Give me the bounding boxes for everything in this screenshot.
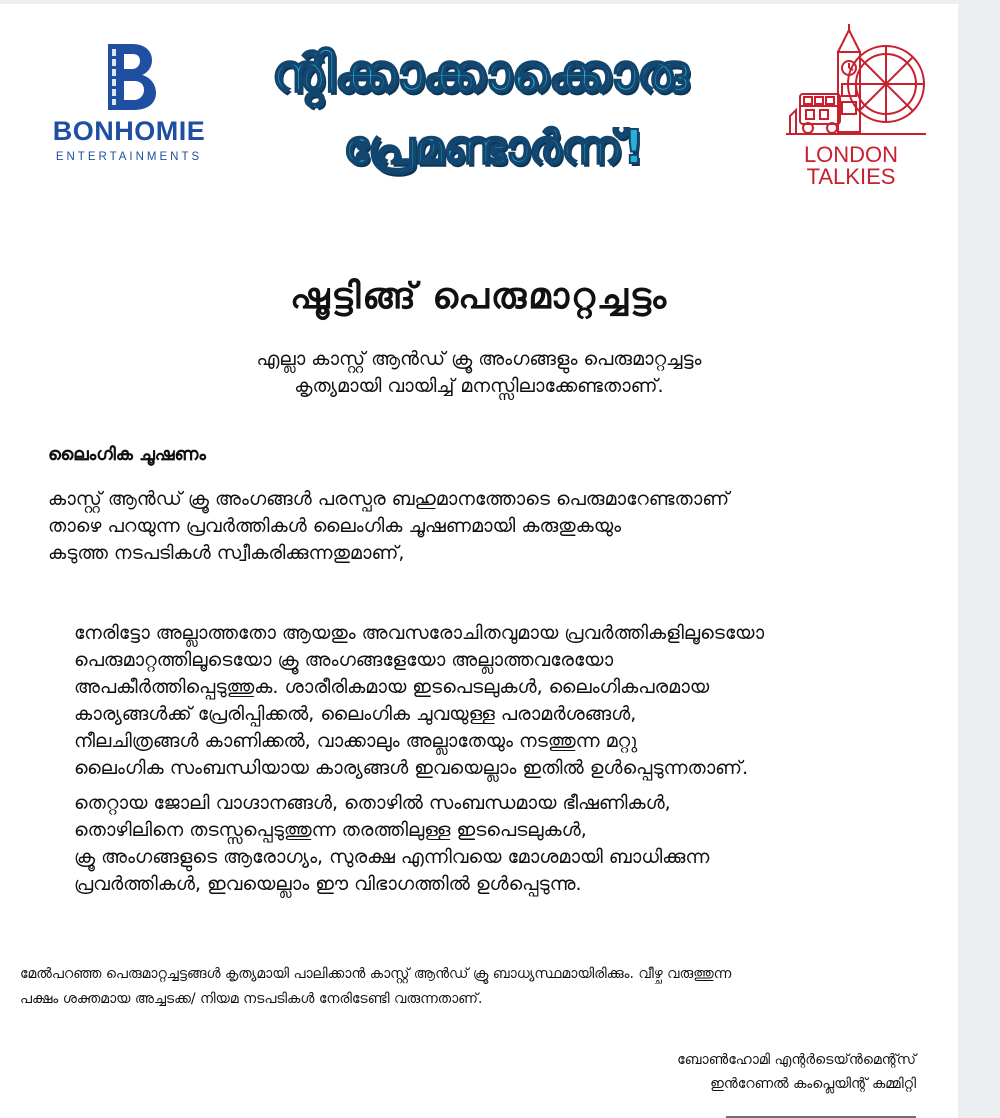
london-talkies-name	[776, 144, 926, 188]
paragraph-line: കാര്യങ്ങൾക്ക് പ്രേരിപ്പിക്കൽ, ലൈംഗിക ചുവയുള്ള പരാമർശങ്ങൾ,	[74, 703, 637, 725]
bonhomie-b-icon	[102, 44, 158, 110]
bonhomie-logo	[34, 44, 224, 174]
paragraph-line: നേരിട്ടോ അല്ലാത്തതോ ആയതും അവസരോചിതവുമായ പ്രവർത്തികളിലൂടെയോ	[74, 622, 765, 644]
intro-line: എല്ലാ കാസ്റ്റ് ആൻഡ് ക്രൂ അംഗങ്ങളും പെരുമാറ്റച്ചട്ടം	[256, 348, 702, 370]
paragraph-line: കാസ്റ്റ് ആൻഡ് ക്രൂ അംഗങ്ങൾ പരസ്പര ബഹുമാനത്തോടെ പെരുമാറേണ്ടതാണ്	[48, 488, 730, 510]
paragraph-line: പ്രവർത്തികൾ, ഇവയെല്ലാം ഈ വിഭാഗത്തിൽ ഉൾപ്പെടുന്നു.	[74, 873, 582, 895]
paragraph-line: തൊഴിലിനെ തടസ്സപ്പെടുത്തുന്ന തരത്തിലുള്ള ഇടപെടലുകൾ,	[74, 819, 587, 841]
footer-line: മേൽപറഞ്ഞ പെരുമാറ്റച്ചട്ടങ്ങൾ കൃത്യമായി പാലിക്കാൻ കാസ്റ്റ് ആൻഡ് ക്രൂ ബാധ്യസ്ഥമായിരിക്കും. വീഴ്ച വരുത്തുന്ന	[20, 966, 732, 982]
cropped-text-fragment	[726, 1112, 916, 1118]
paragraph-line: താഴെ പറയുന്ന പ്രവർത്തികൾ ലൈംഗിക ചൂഷണമായി കരുതുകയും	[48, 515, 622, 537]
signature-line: ബോൺഹോമി എന്റർടെയ്ൻമെന്റ്സ്	[677, 1052, 916, 1068]
london-talkies-line-2: TALKIES	[806, 164, 896, 189]
movie-title-logo	[270, 22, 690, 212]
document-heading: ഷൂട്ടിങ്ങ് പെരുമാറ്റച്ചട്ടം	[289, 276, 669, 317]
paragraph-line: പെരുമാറ്റത്തിലൂടെയോ ക്രൂ അംഗങ്ങളേയോ അല്ലാത്തവരേയോ	[74, 649, 614, 671]
background-margin	[958, 0, 1000, 1118]
footer-line: പക്ഷം ശക്തമായ അച്ചടക്ക/ നിയമ നടപടികൾ നേരിടേണ്ടി വരുന്നതാണ്.	[20, 991, 483, 1007]
london-talkies-logo	[776, 24, 936, 194]
bonhomie-tagline: ENTERTAINMENTS	[55, 151, 203, 163]
intro-line: കൃത്യമായി വായിച്ച് മനസ്സിലാക്കേണ്ടതാണ്.	[294, 375, 664, 397]
section-title: ലൈംഗിക ചൂഷണം	[48, 444, 206, 465]
signature-line: ഇൻറേണൽ കംപ്ലെയിന്റ് കമ്മിറ്റി	[710, 1076, 916, 1092]
document-page	[0, 4, 958, 1118]
london-skyline-icon	[786, 24, 926, 142]
paragraph-line: ലൈംഗിക സംബന്ധിയായ കാര്യങ്ങൾ ഇവയെല്ലാം ഇതിൽ ഉൾപ്പെടുന്നതാണ്.	[74, 757, 749, 779]
intro-text	[120, 346, 838, 400]
paragraph-line: കടുത്ത നടപടികൾ സ്വീകരിക്കുന്നതുമാണ്,	[48, 542, 405, 564]
signature-block	[540, 1048, 916, 1096]
bonhomie-name: BONHOMIE	[52, 116, 206, 146]
paragraph-line: അപകീർത്തിപ്പെടുത്തുക. ശാരീരികമായ ഇടപെടലുകൾ, ലൈംഗികപരമായ	[74, 676, 710, 698]
movie-title-line-2: പ്രേമണ്ടാർന്ന്!	[343, 120, 645, 174]
footer-note	[20, 962, 945, 1012]
paragraph-1	[48, 486, 928, 567]
movie-title-line-1: ന്റിക്കാക്കാക്കൊരു	[271, 44, 689, 104]
paragraph-line: നീലചിത്രങ്ങൾ കാണിക്കൽ, വാക്കാലും അല്ലാതേയും നടത്തുന്ന മറ്റു	[74, 730, 638, 752]
paragraph-2	[74, 620, 934, 782]
paragraph-3	[74, 790, 934, 898]
london-talkies-line-1: LONDON	[803, 142, 899, 167]
paragraph-line: തെറ്റായ ജോലി വാഗ്ദാനങ്ങൾ, തൊഴിൽ സംബന്ധമായ ഭീഷണികൾ,	[74, 792, 671, 814]
paragraph-line: ക്രൂ അംഗങ്ങളുടെ ആരോഗ്യം, സുരക്ഷ എന്നിവയെ മോശമായി ബാധിക്കുന്ന	[74, 846, 710, 868]
